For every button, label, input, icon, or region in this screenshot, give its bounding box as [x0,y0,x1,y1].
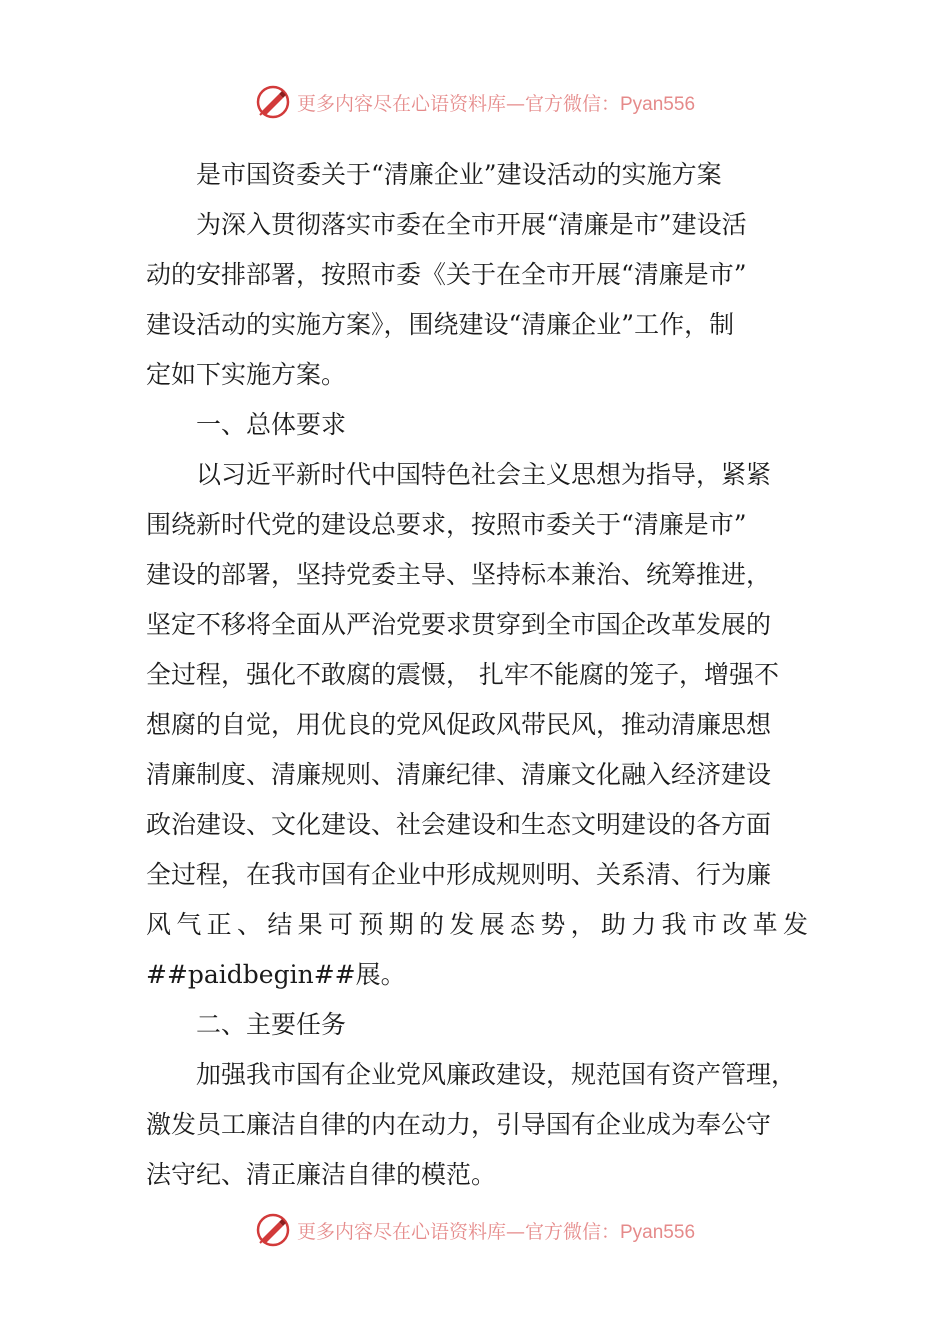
header-watermark [0,82,950,122]
paragraph-line: 为深入贯彻落实市委在全市开展“清廉是市”建设活 [196,210,747,239]
pen-logo-icon [255,84,291,120]
paragraph-line: 激发员工廉洁自律的内在动力，引导国有企业成为奉公守 [146,1110,772,1139]
paragraph-line: 围绕新时代党的建设总要求，按照市委关于“清廉是市” [146,510,747,539]
section-heading: 二、主要任务 [196,1010,347,1039]
watermark-label: 更多内容尽在心语资料库—官方微信： [296,1220,620,1243]
paragraph-line: 坚定不移将全面从严治党要求贯穿到全市国企改革发展的 [146,610,772,639]
paragraph-line: 全过程，强化不敢腐的震慑， 扎牢不能腐的笼子，增强不 [146,660,779,689]
paragraph-line: 建设的部署，坚持党委主导、坚持标本兼治、统筹推进， [146,560,772,589]
paragraph-line: 清廉制度、清廉规则、清廉纪律、清廉文化融入经济建设 [146,760,772,789]
document-title: 是市国资委关于“清廉企业”建设活动的实施方案 [196,160,722,189]
paragraph-line: 建设活动的实施方案》，围绕建设“清廉企业”工作，制 [146,310,735,339]
footer-watermark [0,1210,950,1250]
paragraph-line: 加强我市国有企业党风廉政建设，规范国有资产管理， [196,1060,797,1089]
paragraph-line: 政治建设、文化建设、社会建设和生态文明建设的各方面 [146,810,772,839]
paragraph-line: 想腐的自觉，用优良的党风促政风带民风，推动清廉思想 [146,710,772,739]
pen-logo-icon [255,1212,291,1248]
section-heading: 一、总体要求 [196,410,347,439]
watermark-wechat-id: Pyan556 [620,93,696,115]
paragraph-line: 以习近平新时代中国特色社会主义思想为指导，紧紧 [196,460,772,489]
paragraph-line: 全过程，在我市国有企业中形成规则明、关系清、行为廉 [146,860,772,889]
document-body [146,150,808,1200]
paragraph-line: ##paidbegin##展。 [146,960,406,989]
watermark-wechat-id: Pyan556 [620,1221,696,1243]
paragraph-line: 法守纪、清正廉洁自律的模范。 [146,1160,497,1189]
paragraph-line: 定如下实施方案。 [146,360,347,389]
paragraph-line: 风气正、结果可预期的发展态势，助力我市改革发 [146,910,808,939]
watermark-label: 更多内容尽在心语资料库—官方微信： [296,92,620,115]
paragraph-line: 动的安排部署，按照市委《关于在全市开展“清廉是市” [146,260,747,289]
watermark-text [297,1217,695,1244]
watermark-text [297,89,695,116]
